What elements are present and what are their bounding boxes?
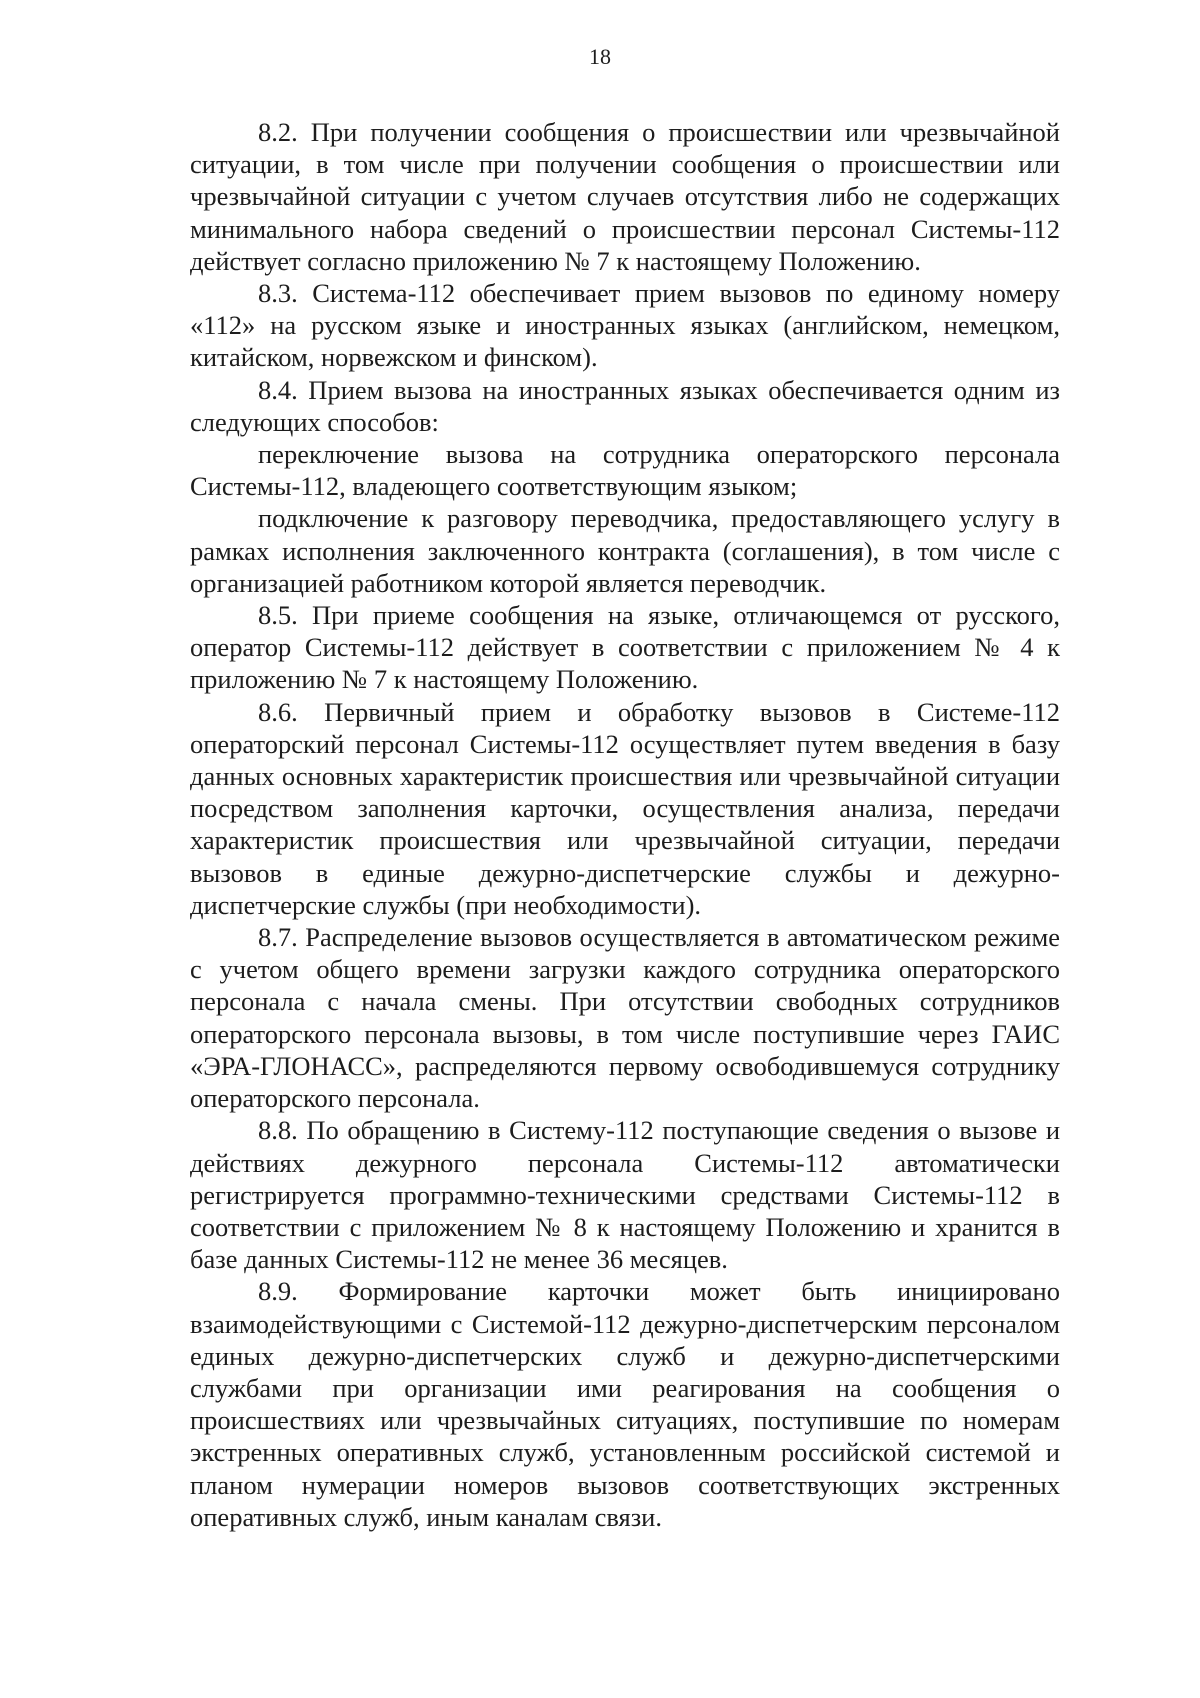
paragraph-8-4-option-2: подключение к разговору переводчика, предоставляющего услугу в рамках исполнения заключенного контракта (соглашения), в том числе с организацией работником которой является переводчик. <box>190 503 1060 598</box>
page-number: 18 <box>589 44 611 69</box>
paragraph-8-7: 8.7. Распределение вызовов осуществляется в автоматическом режиме с учетом общего времени загрузки каждого сотрудника операторского персонала с начала смены. При отсутствии свободных сотрудников операторского персонала вызовы, в том числе поступившие через ГАИС «ЭРА-ГЛОНАСС», распределяются первому освободившемуся сотруднику операторского персонала. <box>190 922 1060 1114</box>
paragraph-8-3: 8.3. Система-112 обеспечивает прием вызовов по единому номеру «112» на русском языке и иностранных языках (английском, немецком, китайском, норвежском и финском). <box>190 278 1060 373</box>
paragraph-8-4: 8.4. Прием вызова на иностранных языках обеспечивается одним из следующих способов: <box>190 374 1060 437</box>
paragraph-8-2: 8.2. При получении сообщения о происшествии или чрезвычайной ситуации, в том числе при получении сообщения о происшествии или чрезвычайной ситуации с учетом случаев отсутствия либо не содержащих минимального набора сведений о происшествии персонал Системы-112 действует согласно приложению № 7 к настоящему Положению. <box>190 117 1060 276</box>
paragraph-8-8: 8.8. По обращению в Систему-112 поступающие сведения о вызове и действиях дежурного персонала Системы-112 автоматически регистрируется программно-техническими средствами Системы-112 в соответствии с приложением № 8 к настоящему Положению и хранится в базе данных Системы-112 не менее 36 месяцев. <box>190 1115 1060 1275</box>
paragraph-8-9: 8.9. Формирование карточки может быть инициировано взаимодействующими с Системой-112 дежурно-диспетчерским персоналом единых дежурно-диспетчерских служб и дежурно-диспетчерскими службами при организации ими реагирования на сообщения о происшествиях или чрезвычайных ситуациях, поступившие по номерам экстренных оперативных служб, установленным российской системой и планом нумерации номеров вызовов соответствующих экстренных оперативных служб, иным каналам связи. <box>190 1276 1060 1532</box>
paragraph-8-4-option-1: переключение вызова на сотрудника операторского персонала Системы-112, владеющего соответствующим языком; <box>190 439 1060 502</box>
document-body <box>190 116 1060 1533</box>
paragraph-8-6: 8.6. Первичный прием и обработку вызовов в Системе-112 операторский персонал Системы-112 осуществляет путем введения в базу данных основных характеристик происшествия или чрезвычайной ситуации посредством заполнения карточки, осуществления анализа, передачи характеристик происшествия или чрезвычайной ситуации, передачи вызовов в единые дежурно-диспетчерские службы и дежурно-диспетчерские службы (при необходимости). <box>190 696 1060 920</box>
paragraph-8-5: 8.5. При приеме сообщения на языке, отличающемся от русского, оператор Системы-112 действует в соответствии с приложением № 4 к приложению № 7 к настоящему Положению. <box>190 600 1060 695</box>
